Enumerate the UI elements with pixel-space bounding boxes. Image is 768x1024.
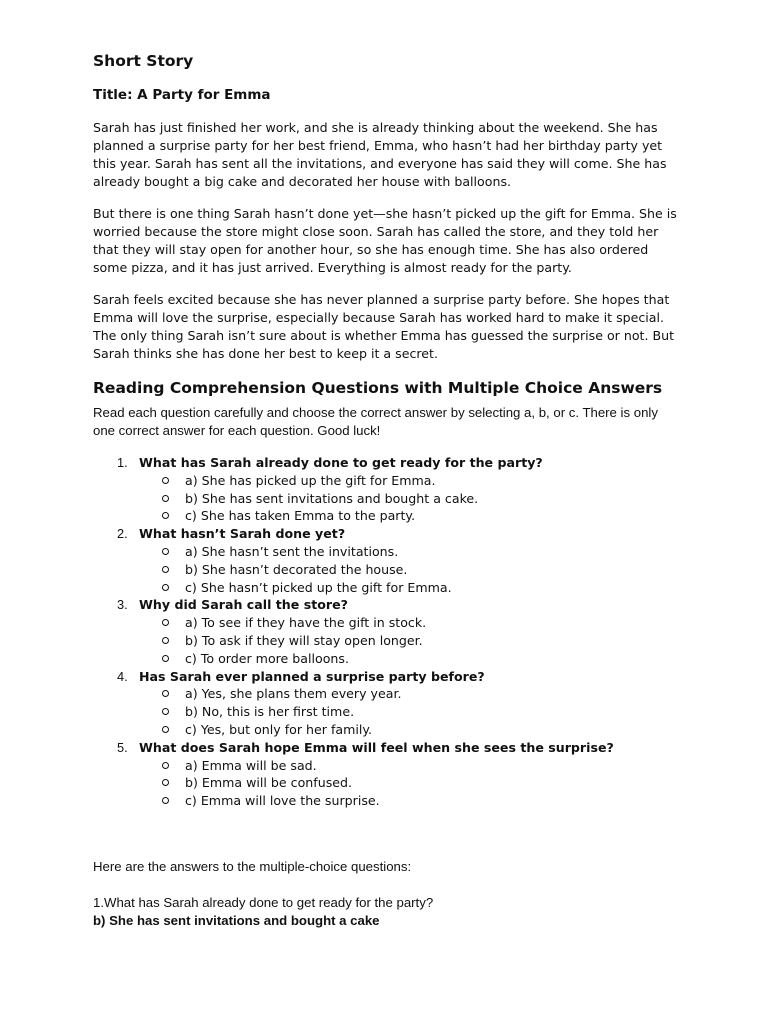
question-item: [93, 596, 693, 667]
question-text: Why did Sarah call the store?: [139, 597, 348, 613]
question-item: [93, 668, 693, 739]
circle-bullet-icon: [162, 637, 169, 644]
answer-option: c) She has taken Emma to the party.: [93, 507, 693, 525]
circle-bullet-icon: [162, 619, 169, 626]
circle-bullet-icon: [162, 566, 169, 573]
answer-option: a) She has picked up the gift for Emma.: [93, 472, 693, 490]
section-heading: Reading Comprehension Questions with Multiple Choice Answers: [93, 379, 663, 397]
circle-bullet-icon: [162, 584, 169, 591]
circle-bullet-icon: [162, 797, 169, 804]
answer-option: a) Emma will be sad.: [93, 757, 693, 775]
circle-bullet-icon: [162, 690, 169, 697]
answer-option: c) To order more balloons.: [93, 650, 693, 668]
circle-bullet-icon: [162, 495, 169, 502]
circle-bullet-icon: [162, 477, 169, 484]
question-number: 4.: [117, 668, 128, 684]
circle-bullet-icon: [162, 708, 169, 715]
question-text: What has Sarah already done to get ready for the party?: [139, 455, 543, 470]
answer-option: b) No, this is her first time.: [93, 703, 693, 721]
circle-bullet-icon: [162, 779, 169, 786]
circle-bullet-icon: [162, 548, 169, 555]
question-number: 2.: [117, 526, 128, 542]
question-item: [93, 739, 693, 810]
story-paragraph-1: Sarah has just finished her work, and she is already thinking about the weekend. She has planned a surprise party for her best friend, Emma, who hasn’t had her birthday party yet this year. Sarah has sent all the invitations, and everyone has said they will come. She has already bought a big cake and decorated her house with balloons.: [93, 120, 667, 189]
question-number: 5.: [117, 739, 128, 755]
answer-option: c) Yes, but only for her family.: [93, 721, 693, 739]
question-text: What does Sarah hope Emma will feel when she sees the surprise?: [139, 739, 614, 755]
answer-option: c) Emma will love the surprise.: [93, 792, 693, 810]
answer-question: 1.What has Sarah already done to get ready for the party?: [93, 895, 434, 910]
question-number: 1.: [117, 455, 128, 470]
question-number: 3.: [117, 597, 128, 613]
question-item: [93, 454, 693, 525]
answer-option: b) She hasn’t decorated the house.: [93, 561, 693, 579]
question-item: [93, 525, 693, 596]
story-paragraph-3: Sarah feels excited because she has never planned a surprise party before. She hopes that Emma will love the surprise, especially because Sarah has worked hard to make it special. The only thing Sarah isn’t sure about is whether Emma has guessed the surprise or not. But Sarah thinks she has done her best to keep it a secret.: [93, 292, 675, 361]
question-text: Has Sarah ever planned a surprise party before?: [139, 668, 485, 684]
answer-option: a) She hasn’t sent the invitations.: [93, 543, 693, 561]
question-list: [93, 454, 693, 810]
circle-bullet-icon: [162, 726, 169, 733]
instructions-text: Read each question carefully and choose the correct answer by selecting a, b, or c. There is only one correct answer for each question. Good luck!: [93, 405, 658, 438]
question-text: What hasn’t Sarah done yet?: [139, 526, 346, 542]
circle-bullet-icon: [162, 762, 169, 769]
answer-option: c) She hasn’t picked up the gift for Emma.: [93, 579, 693, 597]
answer-text: b) She has sent invitations and bought a cake: [93, 913, 380, 928]
answer-option: a) To see if they have the gift in stock.: [93, 614, 693, 632]
page-heading: Short Story: [93, 52, 194, 70]
story-paragraph-2: But there is one thing Sarah hasn’t done yet—she hasn’t picked up the gift for Emma. She is worried because the store might close soon. Sarah has called the store, and they told her that they will stay open for another hour, so she has enough time. She has also ordered some pizza, and it has just arrived. Everything is almost ready for the party.: [93, 206, 677, 275]
answer-option: b) She has sent invitations and bought a cake.: [93, 490, 693, 508]
circle-bullet-icon: [162, 512, 169, 519]
answers-intro: Here are the answers to the multiple-choice questions:: [93, 859, 412, 874]
story-title: Title: A Party for Emma: [93, 87, 271, 103]
answer-option: b) To ask if they will stay open longer.: [93, 632, 693, 650]
circle-bullet-icon: [162, 655, 169, 662]
answer-option: a) Yes, she plans them every year.: [93, 685, 693, 703]
answer-option: b) Emma will be confused.: [93, 774, 693, 792]
